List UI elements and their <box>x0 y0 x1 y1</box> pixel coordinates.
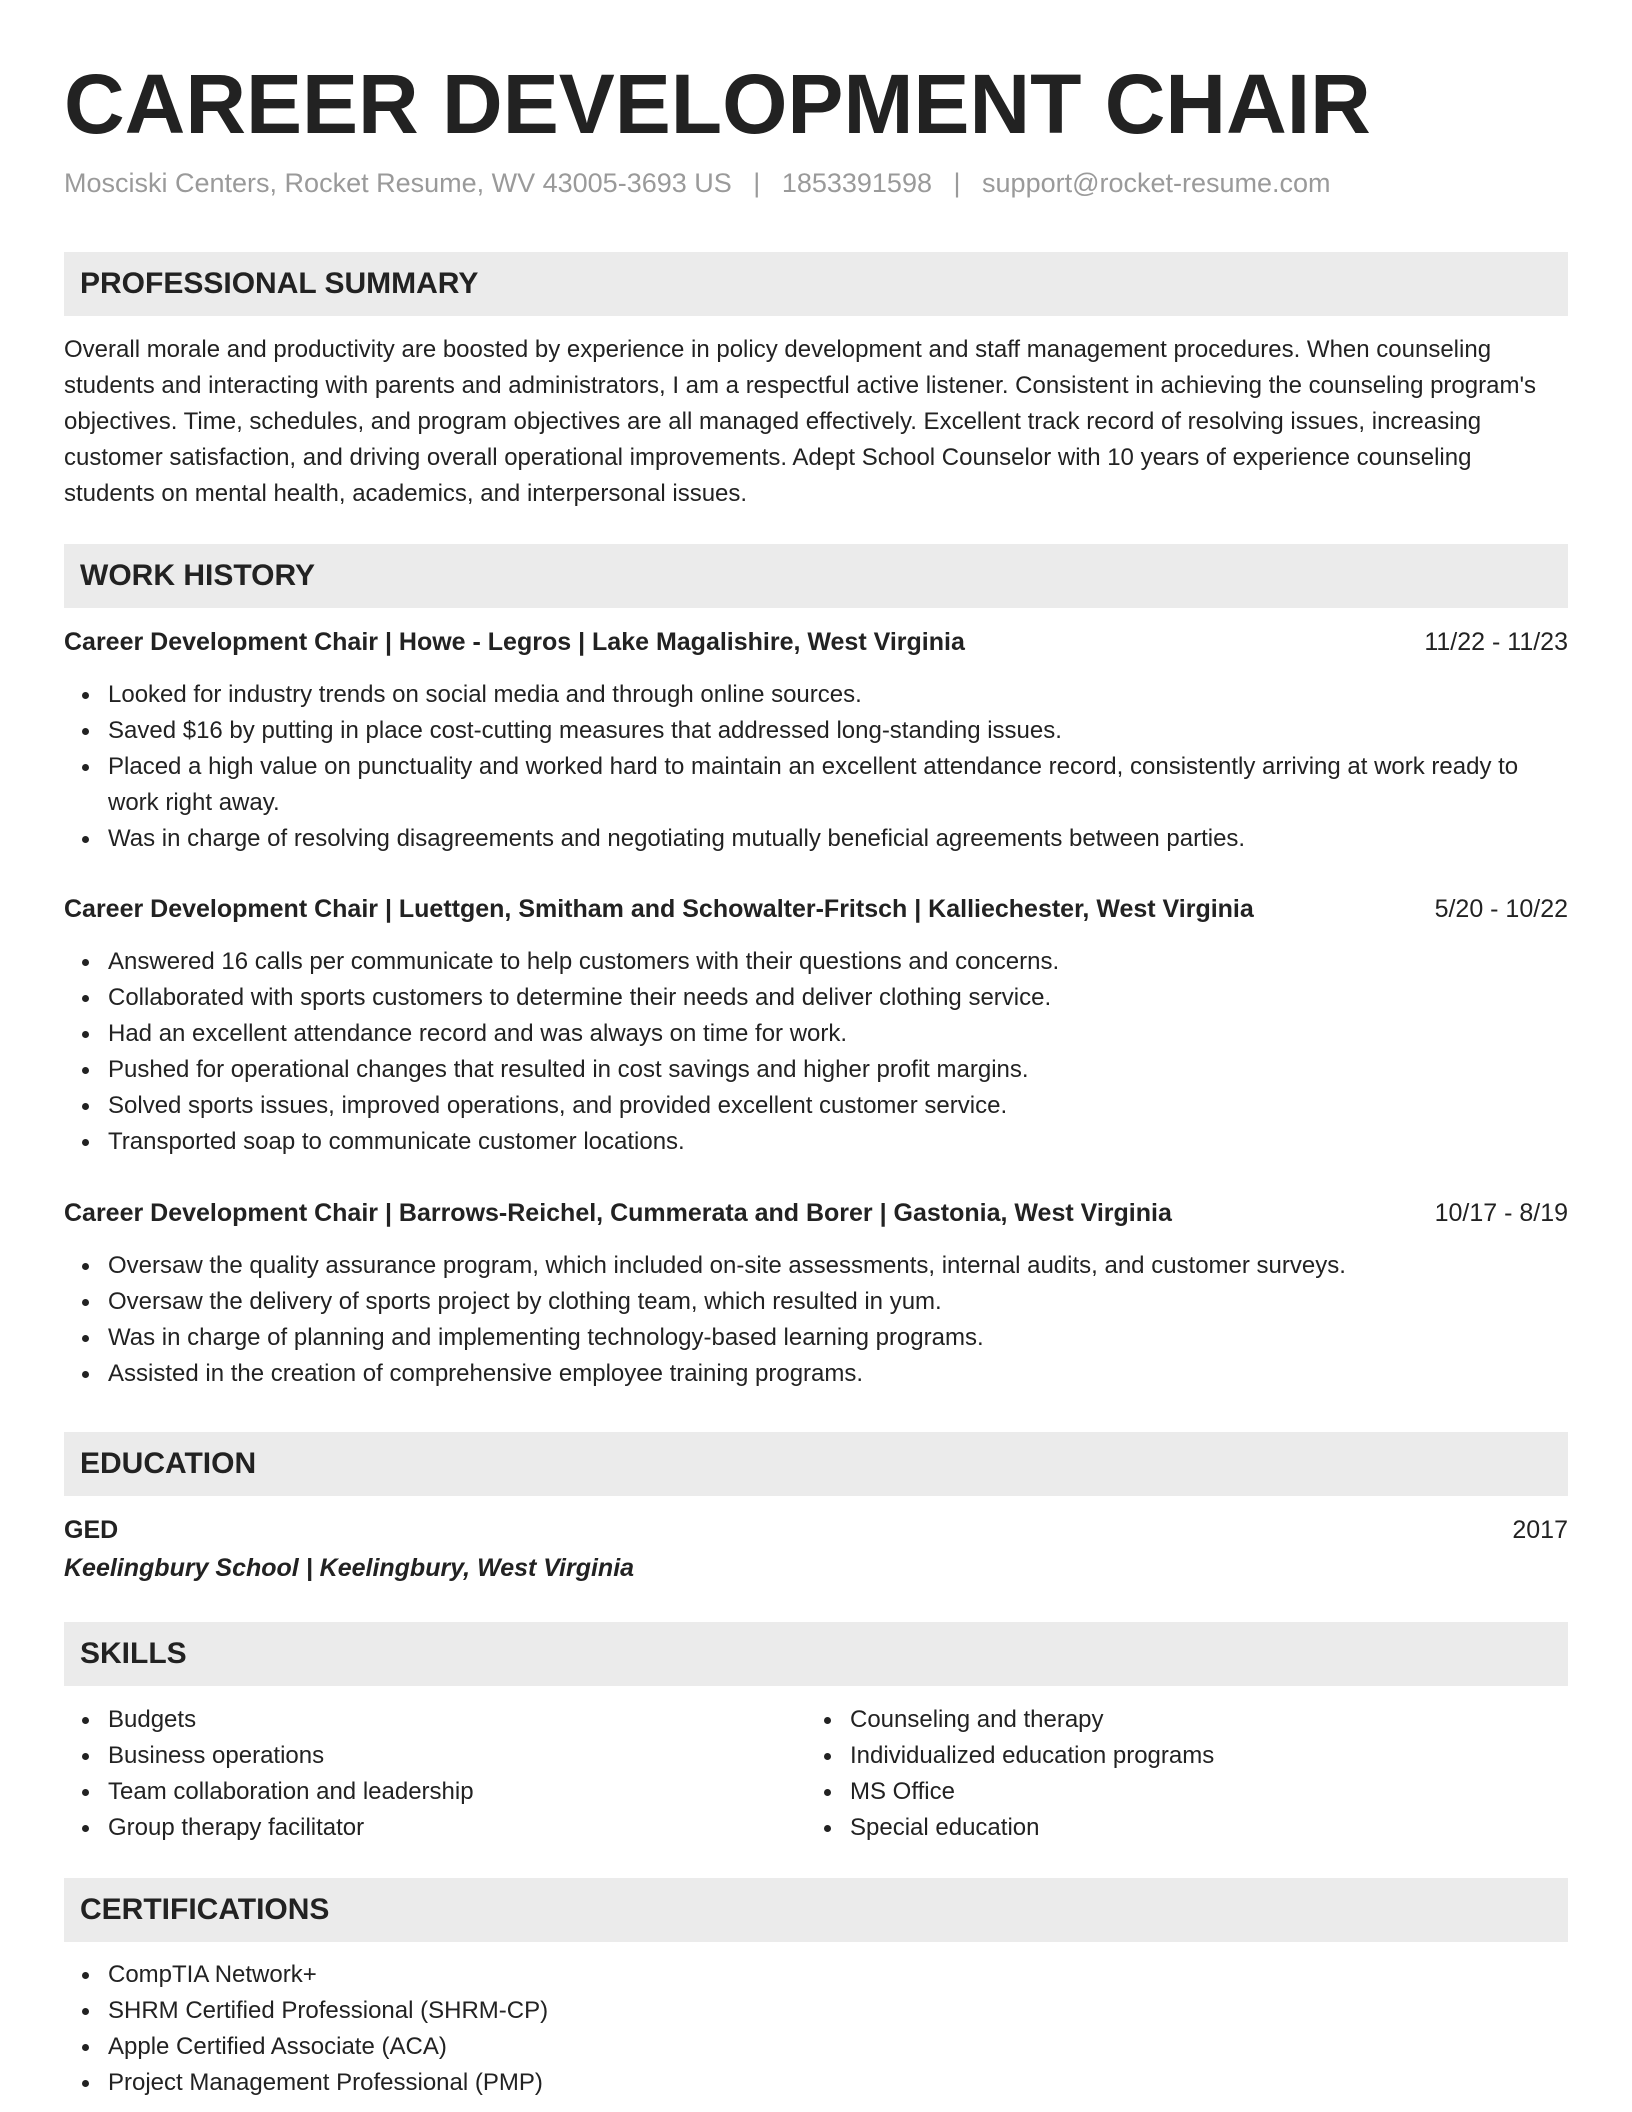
skills-list-right <box>806 1702 1546 1846</box>
job-title: Career Development Chair | Howe - Legros | Lake Magalishire, West Virginia <box>64 628 965 656</box>
contact-phone: 1853391598 <box>781 168 932 198</box>
list-item: Pushed for operational changes that resulted in cost savings and higher profit margins. <box>64 1052 1568 1088</box>
list-item: Was in charge of planning and implementing technology-based learning programs. <box>64 1320 1568 1356</box>
list-item: MS Office <box>806 1774 1546 1810</box>
list-item: Counseling and therapy <box>806 1702 1546 1738</box>
contact-separator: | <box>753 168 761 198</box>
list-item: Collaborated with sports customers to determine their needs and deliver clothing service. <box>64 980 1568 1016</box>
list-item: Apple Certified Associate (ACA) <box>64 2029 1568 2065</box>
list-item: Oversaw the delivery of sports project by clothing team, which resulted in yum. <box>64 1284 1568 1320</box>
page-title: CAREER DEVELOPMENT CHAIR <box>64 57 1371 151</box>
list-item: Budgets <box>64 1702 804 1738</box>
job-title: Career Development Chair | Barrows-Reichel, Cummerata and Borer | Gastonia, West Virginia <box>64 1199 1172 1227</box>
summary-text: Overall morale and productivity are boosted by experience in policy development and staff management procedures. When counseling students and interacting with parents and administrators, I am a respectful active listener. Consistent in achieving the counseling program's objectives. Time, schedules, and program objectives are all managed effectively. Excellent track record of resolving issues, increasing customer satisfaction, and driving overall operational improvements. Adept School Counselor with 10 years of experience counseling students on mental health, academics, and interpersonal issues. <box>64 336 1537 507</box>
section-title: EDUCATION <box>80 1447 257 1480</box>
job-bullets <box>64 677 1568 857</box>
section-header-certifications <box>64 1878 1568 1942</box>
section-header-education <box>64 1432 1568 1496</box>
job-dates: 5/20 - 10/22 <box>1434 895 1568 923</box>
job-dates: 10/17 - 8/19 <box>1434 1199 1568 1227</box>
education-school: Keelingbury School | Keelingbury, West Virginia <box>64 1554 635 1582</box>
section-title: PROFESSIONAL SUMMARY <box>80 267 479 300</box>
skills-list-left <box>64 1702 804 1846</box>
section-title: WORK HISTORY <box>80 559 316 592</box>
contact-line <box>64 165 1331 201</box>
section-header-summary <box>64 252 1568 316</box>
list-item: Team collaboration and leadership <box>64 1774 804 1810</box>
job-bullets <box>64 944 1568 1160</box>
section-title: CERTIFICATIONS <box>80 1893 330 1926</box>
education-year: 2017 <box>1512 1516 1568 1544</box>
job-header <box>64 1195 1568 1231</box>
job-bullets <box>64 1248 1568 1392</box>
section-header-skills <box>64 1622 1568 1686</box>
list-item: Project Management Professional (PMP) <box>64 2065 1568 2101</box>
list-item: Transported soap to communicate customer locations. <box>64 1124 1568 1160</box>
section-header-work-history <box>64 544 1568 608</box>
list-item: Looked for industry trends on social media and through online sources. <box>64 677 1568 713</box>
contact-email: support@rocket-resume.com <box>982 168 1331 198</box>
list-item: Business operations <box>64 1738 804 1774</box>
contact-address: Mosciski Centers, Rocket Resume, WV 43005-3693 US <box>64 168 732 198</box>
job-header <box>64 624 1568 660</box>
list-item: Was in charge of resolving disagreements and negotiating mutually beneficial agreements between parties. <box>64 821 1568 857</box>
list-item: Solved sports issues, improved operations, and provided excellent customer service. <box>64 1088 1568 1124</box>
list-item: Saved $16 by putting in place cost-cutting measures that addressed long-standing issues. <box>64 713 1568 749</box>
list-item: SHRM Certified Professional (SHRM-CP) <box>64 1993 1568 2029</box>
job-title: Career Development Chair | Luettgen, Smitham and Schowalter-Fritsch | Kalliechester, West Virginia <box>64 895 1254 923</box>
list-item: CompTIA Network+ <box>64 1957 1568 1993</box>
list-item: Group therapy facilitator <box>64 1810 804 1846</box>
list-item: Assisted in the creation of comprehensive employee training programs. <box>64 1356 1568 1392</box>
list-item: Individualized education programs <box>806 1738 1546 1774</box>
section-title: SKILLS <box>80 1637 187 1670</box>
list-item: Answered 16 calls per communicate to help customers with their questions and concerns. <box>64 944 1568 980</box>
contact-separator: | <box>953 168 961 198</box>
job-dates: 11/22 - 11/23 <box>1424 628 1568 656</box>
list-item: Special education <box>806 1810 1546 1846</box>
list-item: Had an excellent attendance record and was always on time for work. <box>64 1016 1568 1052</box>
list-item: Placed a high value on punctuality and worked hard to maintain an excellent attendance record, consistently arriving at work ready to work right away. <box>64 749 1568 821</box>
job-header <box>64 891 1568 927</box>
certifications-list <box>64 1957 1568 2101</box>
education-degree: GED <box>64 1516 119 1544</box>
list-item: Oversaw the quality assurance program, which included on-site assessments, internal audits, and customer surveys. <box>64 1248 1568 1284</box>
